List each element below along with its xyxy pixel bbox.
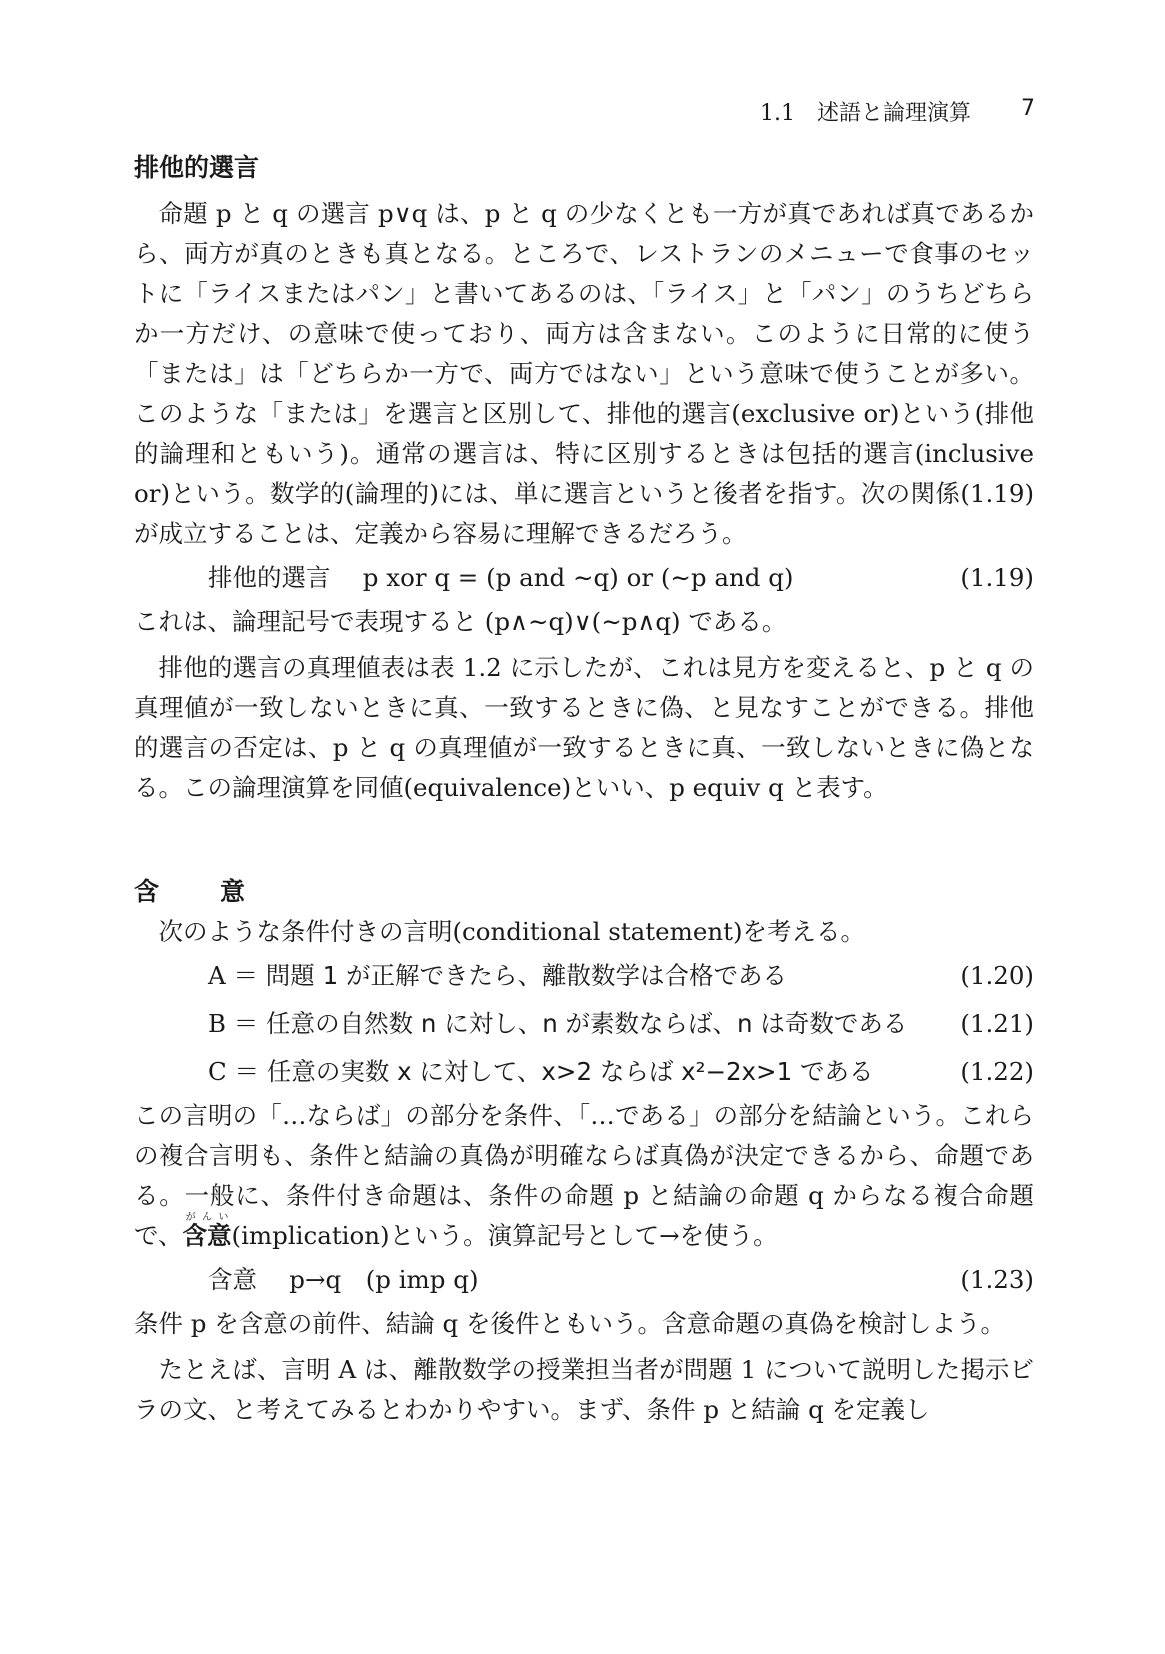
equation-1-23-number: (1.23) <box>960 1265 1034 1294</box>
equation-1-22-text: 任意の実数 x に対して、x>2 ならば x²−2x>1 である <box>266 1057 874 1086</box>
equation-1-19-label: 排他的選言 <box>208 563 331 592</box>
equation-1-19-number: (1.19) <box>960 563 1034 592</box>
equation-1-22-label: C ＝ <box>208 1057 260 1086</box>
page-number: 7 <box>1021 96 1035 121</box>
equation-1-22 <box>134 1048 1034 1096</box>
equation-1-20-number: (1.20) <box>960 961 1034 990</box>
running-header-title: 1.1 述語と論理演算 <box>760 101 971 126</box>
section-heading-implication: 含 意 <box>134 877 264 906</box>
running-header <box>760 96 1035 127</box>
equation-1-23-label: 含意 <box>208 1265 257 1294</box>
paragraph-condition-conclusion <box>134 1096 1034 1256</box>
term-implication-reading: がんい <box>182 1212 232 1223</box>
paragraph-conditional-intro: 次のような条件付きの言明(conditional statement)を考える。 <box>158 917 866 946</box>
paragraph-statement-a-example: たとえば、言明 A は、離散数学の授業担当者が問題 1 について説明した掲示ビラの文、と考えてみるとわかりやすい。まず、条件 p と結論 q を定義し <box>134 1355 1034 1424</box>
equation-1-19-expression: p xor q = (p and ∼q) or (∼p and q) <box>362 563 794 592</box>
section-heading-exclusive-or: 排他的選言 <box>134 153 260 182</box>
paragraph-antecedent-consequent: 条件 p を含意の前件、結論 q を後件ともいう。含意命題の真偽を検討しよう。 <box>134 1309 1006 1338</box>
equation-1-21 <box>134 1000 1034 1048</box>
equation-1-22-number: (1.22) <box>960 1057 1034 1086</box>
paragraph-logic-symbol-form: これは、論理記号で表現すると (p∧∼q)∨(∼p∧q) である。 <box>134 607 787 636</box>
equation-1-21-number: (1.21) <box>960 1009 1034 1038</box>
equation-1-20 <box>134 952 1034 1000</box>
term-implication-base: 含意 <box>182 1221 232 1250</box>
equation-1-19 <box>134 554 1034 602</box>
paragraph-condition-conclusion-tail: (implication)という。演算記号として→を使う。 <box>231 1221 778 1250</box>
paragraph-condition-conclusion-text: この言明の「…ならば」の部分を条件、「…である」の部分を結論という。これらの複合言明も、条件と結論の真偽が明確ならば真偽が決定できるから、命題である。一般に、条件付き命題は、条件の命題 p と結論の命題 q からなる複合命題で、 <box>134 1101 1034 1250</box>
equation-1-21-label: B ＝ <box>208 1009 259 1038</box>
page-body <box>134 148 1034 1430</box>
equation-1-20-text: 問題 1 が正解できたら、離散数学は合格である <box>265 961 787 990</box>
equation-1-20-label: A ＝ <box>208 961 258 990</box>
equation-1-21-text: 任意の自然数 n に対し、n が素数ならば、n は奇数である <box>266 1009 908 1038</box>
term-implication <box>182 1212 232 1250</box>
paragraph-equivalence: 排他的選言の真理値表は表 1.2 に示したが、これは見方を変えると、p と q の真理値が一致しないときに真、一致するときに偽、と見なすことができる。排他的選言の否定は、p と q の真理値が一致するときに真、一致しないときに偽となる。この論理演算を同値(equivalence)といい、p equiv q と表す。 <box>134 653 1034 802</box>
equation-1-23 <box>134 1256 1034 1304</box>
equation-1-23-expression: p→q (p imp q) <box>289 1265 479 1294</box>
paragraph-exclusive-or-intro: 命題 p と q の選言 p∨q は、p と q の少なくとも一方が真であれば真であるから、両方が真のときも真となる。ところで、レストランのメニューで食事のセットに「ライスまたはパン」と書いてあるのは、「ライス」と「パン」のうちどちらか一方だけ、の意味で使っており、両方は含まない。このように日常的に使う「または」は「どちらか一方で、両方ではない」という意味で使うことが多い。このような「または」を選言と区別して、排他的選言(exclusive or)という(排他的論理和ともいう)。通常の選言は、特に区別するときは包括的選言(inclusive or)という。数学的(論理的)には、単に選言というと後者を指す。次の関係(1.19)が成立することは、定義から容易に理解できるだろう。 <box>134 199 1034 548</box>
